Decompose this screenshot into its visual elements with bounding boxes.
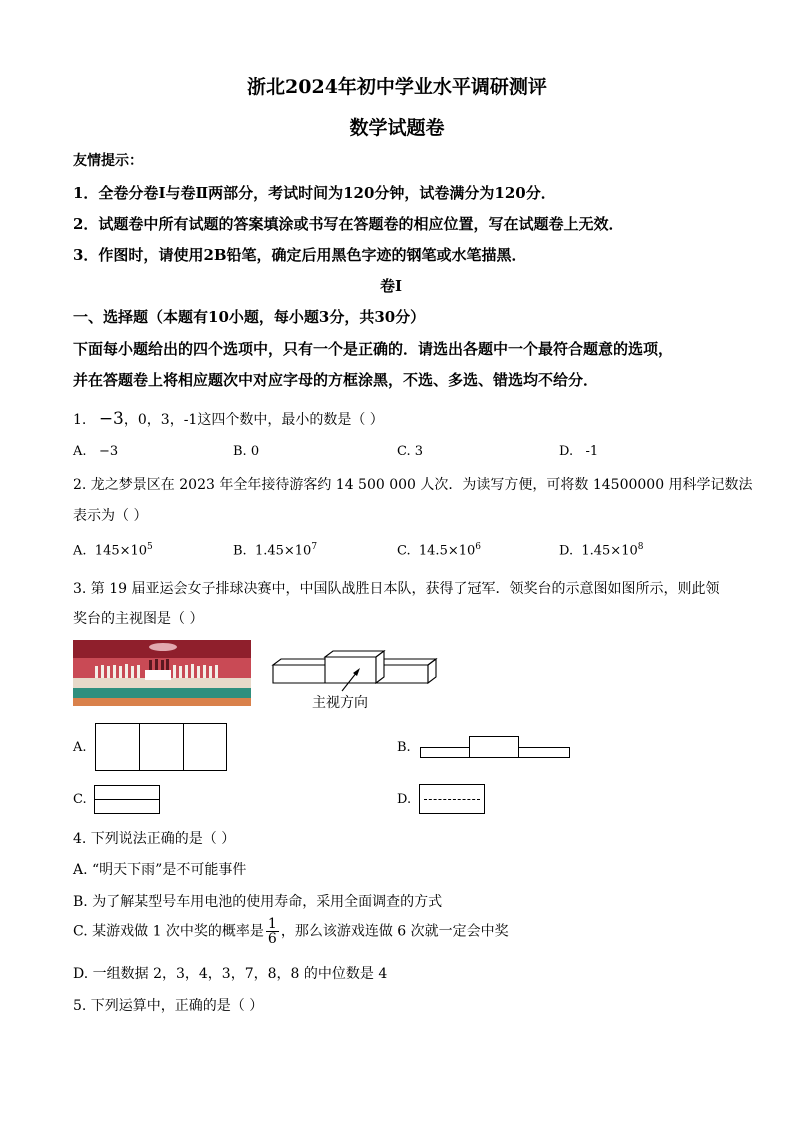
notice-heading: 友情提示： xyxy=(73,153,143,169)
section-title: 一、选择题（本题有10小题，每小题3分，共30分） xyxy=(73,308,426,326)
exam-subtitle: 数学试题卷 xyxy=(349,117,445,139)
q3-option-c-solid-line xyxy=(95,799,159,800)
question-2-line-1: 2. 龙之梦景区在 2023 年全年接待游客约 14 500 000 人次．为读写方便，可将数 14500000 用科学记数法 xyxy=(73,477,753,493)
q4-option-a[interactable]: A. “明天下雨”是不可能事件 xyxy=(73,862,247,878)
volume-label: 卷Ⅰ xyxy=(380,277,403,295)
question-4-stem: 4. 下列说法正确的是（ ） xyxy=(73,831,236,847)
q3-option-c-label[interactable]: C. xyxy=(73,792,87,807)
view-direction-arrow-icon xyxy=(336,664,366,694)
q4-option-c[interactable]: C. 某游戏做 1 次中奖的概率是 $\frac{1}{6}$ ，那么该游戏连做 6 次就一定会中奖 xyxy=(73,916,509,947)
notice-item-2: 2．试题卷中所有试题的答案填涂或书写在答题卷的相应位置，写在试题卷上无效． xyxy=(73,215,624,233)
question-2-line-2: 表示为（ ） xyxy=(73,508,148,524)
notice-item-1: 1．全卷分卷Ⅰ与卷Ⅱ两部分，考试时间为120分钟，试卷满分为120分． xyxy=(73,184,556,202)
question-1-number: 1. xyxy=(73,412,87,428)
q3-option-a-figure[interactable] xyxy=(95,723,227,771)
q3-option-b-label[interactable]: B. xyxy=(397,740,411,755)
q3-option-b-top xyxy=(469,736,519,758)
exam-title: 浙北2024年初中学业水平调研测评 xyxy=(247,76,547,98)
section-instruction-1: 下面每小题给出的四个选项中，只有一个是正确的．请选出各题中一个最符合题意的选项， xyxy=(73,340,674,358)
question-5-stem: 5. 下列运算中，正确的是（ ） xyxy=(73,998,264,1014)
question-1 xyxy=(73,409,384,429)
q3-option-d-dashed-line xyxy=(424,799,480,800)
q1-option-b[interactable]: B. 0 xyxy=(233,444,260,459)
q2-option-b[interactable]: B. $1.45\times 10^7$ xyxy=(233,542,318,559)
view-direction-caption: 主视方向 xyxy=(312,695,368,711)
q4-option-b[interactable]: B. 为了解某型号车用电池的使用寿命，采用全面调查的方式 xyxy=(73,894,443,910)
q2-option-d[interactable]: D. $1.45\times 10^8$ xyxy=(559,542,644,559)
fraction-one-sixth: $\frac{1}{6}$ xyxy=(267,916,277,947)
q1-option-d[interactable]: D. -1 xyxy=(559,444,599,459)
q3-option-d-label[interactable]: D. xyxy=(397,792,412,807)
q4-option-d[interactable]: D. 一组数据 2，3，4，3，7，8，8 的中位数是 4 xyxy=(73,966,388,982)
q1-option-c[interactable]: C. 3 xyxy=(397,444,424,459)
section-instruction-2: 并在答题卷上将相应题次中对应字母的方框涂黑，不选、多选、错选均不给分． xyxy=(73,371,599,389)
question-1-expr: −3 xyxy=(98,409,124,429)
question-3-line-2: 奖台的主视图是（ ） xyxy=(73,611,204,627)
q2-option-a[interactable]: A. $145\times 10^5$ xyxy=(73,542,153,559)
q3-option-a-divider-1 xyxy=(139,723,140,771)
q1-option-a[interactable]: A. −3 xyxy=(73,444,119,459)
q3-option-a-label[interactable]: A. xyxy=(73,740,87,755)
q2-option-c[interactable]: C. $14.5\times 10^6$ xyxy=(397,542,482,559)
podium-photo xyxy=(73,640,251,706)
q3-option-a-divider-2 xyxy=(183,723,184,771)
question-3-line-1: 3. 第 19 届亚运会女子排球决赛中，中国队战胜日本队，获得了冠军．领奖台的示意图如图所示，则此领 xyxy=(73,581,720,597)
question-1-text: ，0，3，-1这四个数中，最小的数是（ ） xyxy=(123,412,384,428)
notice-item-3: 3．作图时，请使用2B铅笔，确定后用黑色字迹的钢笔或水笔描黑． xyxy=(73,246,527,264)
